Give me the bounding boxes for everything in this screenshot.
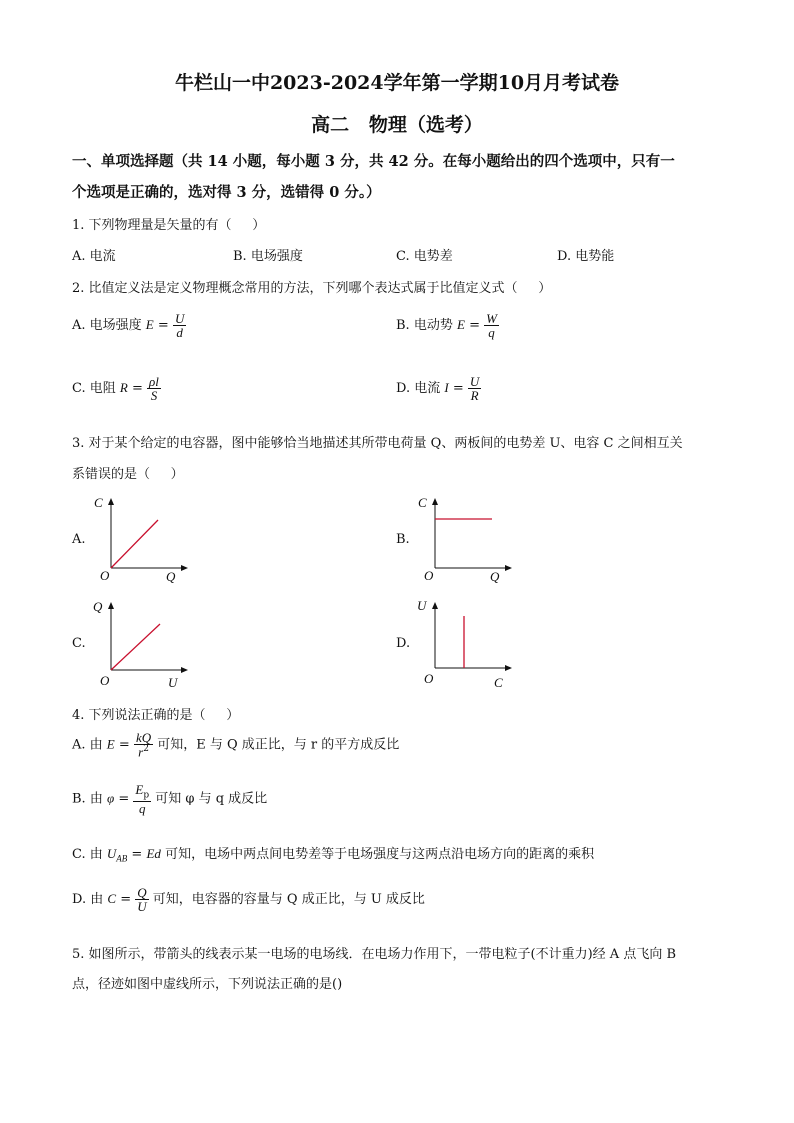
q3-graph-b bbox=[412, 488, 522, 588]
q1-option-d: D. 电势能 bbox=[557, 249, 615, 264]
q4-a-eq: = bbox=[118, 737, 130, 753]
q4-b-fraction bbox=[133, 783, 151, 815]
q4-d-text: 可知，电容器的容量与 Q 成正比，与 U 成反比 bbox=[152, 892, 425, 907]
q2-c-lhs: R bbox=[119, 380, 128, 395]
q3-graph-a-origin: O bbox=[100, 568, 110, 583]
q2-d-denominator: R bbox=[470, 388, 479, 403]
q4-b-prefix: B. 由 bbox=[72, 791, 103, 807]
q3-graph-a-x-arrow bbox=[181, 565, 188, 571]
q4-d-prefix: D. 由 bbox=[72, 892, 104, 907]
q2-a-label: A. 电场强度 bbox=[72, 318, 142, 333]
q2-c-eq: = bbox=[131, 381, 143, 396]
q2-c-numerator: ρl bbox=[149, 374, 159, 389]
q4-b-numerator bbox=[133, 783, 151, 802]
q2-d-eq: = bbox=[452, 381, 464, 396]
q3-graph-a-ylabel: C bbox=[94, 495, 103, 510]
section-heading-line1: 一、单项选择题（共 14 小题，每小题 3 分，共 42 分。在每小题给出的四个选项中，只有一 bbox=[72, 153, 675, 170]
q2-b-label: B. 电动势 bbox=[396, 318, 453, 333]
q4-stem: 4. 下列说法正确的是（ ） bbox=[72, 708, 240, 723]
q3-graph-a-xlabel: Q bbox=[166, 569, 176, 584]
q4-d-numerator: Q bbox=[137, 885, 147, 900]
q3-graph-c-x-arrow bbox=[181, 667, 188, 673]
q1-stem: 1. 下列物理量是矢量的有（ ） bbox=[72, 218, 266, 233]
q3-graph-b-xlabel: Q bbox=[490, 569, 500, 584]
q2-c-denominator: S bbox=[150, 388, 158, 403]
q2-a-eq: = bbox=[157, 318, 169, 333]
q5-stem-line2: 点，径迹如图中虚线所示，下列说法正确的是() bbox=[72, 977, 343, 992]
q3-graph-d-x-arrow bbox=[505, 665, 512, 671]
q3-graph-d-ylabel: U bbox=[417, 598, 427, 613]
q2-a-numerator: U bbox=[174, 311, 185, 326]
q3-graph-c-ylabel: Q bbox=[93, 599, 103, 614]
q4-b-num-sub: p bbox=[143, 790, 150, 801]
q2-d-numerator: U bbox=[469, 374, 480, 389]
q3-graph-d-y-arrow bbox=[432, 602, 438, 609]
q2-option-c bbox=[72, 375, 161, 402]
exam-subtitle: 高二 物理（选考） bbox=[311, 114, 483, 136]
q2-b-lhs: E bbox=[456, 317, 465, 332]
q3-graph-c-xlabel: U bbox=[168, 675, 178, 690]
q4-a-denominator bbox=[134, 745, 153, 759]
q4-a-numerator: kQ bbox=[135, 730, 152, 745]
q3-graph-c-origin: O bbox=[100, 673, 110, 688]
q3-graph-b-ylabel: C bbox=[418, 495, 427, 510]
q3-graph-b-x-arrow bbox=[505, 565, 512, 571]
q3-graph-c-label: C. bbox=[72, 636, 86, 651]
q3-stem-line2: 系错误的是（ ） bbox=[72, 467, 184, 482]
q2-d-label: D. 电流 bbox=[396, 381, 441, 396]
q4-a-den-base: r bbox=[138, 744, 144, 760]
section-heading-line2: 个选项是正确的，选对得 3 分，选错得 0 分。） bbox=[72, 184, 381, 201]
q4-d-fraction bbox=[135, 886, 148, 913]
q2-b-numerator: W bbox=[486, 311, 497, 326]
q3-graph-b-label: B. bbox=[396, 532, 410, 547]
q3-graph-a-y-arrow bbox=[108, 498, 114, 505]
q2-a-fraction bbox=[173, 312, 186, 339]
q4-option-c bbox=[72, 843, 594, 864]
q1-option-b: B. 电场强度 bbox=[233, 249, 303, 264]
q4-d-eq: = bbox=[120, 892, 132, 907]
q3-graph-d-label: D. bbox=[396, 636, 411, 651]
q2-a-lhs: E bbox=[145, 317, 154, 332]
q4-option-b bbox=[72, 783, 267, 815]
q4-a-lhs: E bbox=[106, 736, 115, 752]
q2-option-d bbox=[396, 375, 481, 402]
q2-b-denominator: q bbox=[488, 325, 495, 340]
q3-graph-a-line bbox=[111, 520, 158, 568]
q4-b-eq: = bbox=[118, 791, 130, 807]
q4-b-num-base: E bbox=[135, 782, 144, 797]
q2-d-fraction bbox=[468, 375, 481, 402]
q2-b-eq: = bbox=[469, 318, 480, 333]
q4-a-text: 可知，E 与 Q 成正比，与 r 的平方成反比 bbox=[157, 737, 400, 753]
q4-b-lhs: φ bbox=[106, 790, 115, 806]
q3-graph-a bbox=[88, 488, 198, 588]
q4-c-eq: = bbox=[131, 847, 143, 862]
q2-option-a bbox=[72, 312, 186, 339]
q2-option-b bbox=[396, 312, 499, 339]
q4-c-lhs-base: U bbox=[106, 846, 117, 861]
q2-d-lhs: I bbox=[444, 380, 449, 395]
q4-c-text: 可知，电场中两点间电势差等于电场强度与这两点沿电场方向的距离的乘积 bbox=[165, 847, 595, 862]
q3-graph-b-origin: O bbox=[424, 568, 434, 583]
q3-graph-d-origin: O bbox=[424, 671, 434, 686]
q4-c-prefix: C. 由 bbox=[72, 847, 103, 862]
q1-option-a: A. 电流 bbox=[72, 249, 116, 264]
exam-title: 牛栏山一中2023-2024学年第一学期10月月考试卷 bbox=[174, 72, 620, 94]
q4-a-prefix: A. 由 bbox=[72, 737, 103, 753]
q5-stem-line1: 5. 如图所示，带箭头的线表示某一电场的电场线．在电场力作用下，一带电粒子(不计重力)经 A 点飞向 B bbox=[72, 947, 677, 962]
q4-a-den-exp: 2 bbox=[143, 744, 149, 754]
q3-graph-c bbox=[88, 592, 198, 692]
q4-a-fraction bbox=[134, 731, 153, 759]
q3-graph-c-line bbox=[111, 624, 160, 670]
q3-graph-c-y-arrow bbox=[108, 602, 114, 609]
q4-c-rhs: Ed bbox=[146, 846, 161, 861]
q4-c-lhs bbox=[106, 846, 128, 864]
q4-d-denominator: U bbox=[137, 899, 147, 914]
q3-stem-line1: 3. 对于某个给定的电容器，图中能够恰当地描述其所带电荷量 Q、两板间的电势差 U、电容 C 之间相互关 bbox=[72, 436, 683, 451]
q2-stem: 2. 比值定义法是定义物理概念常用的方法，下列哪个表达式属于比值定义式（ ） bbox=[72, 281, 552, 296]
q2-b-fraction bbox=[484, 312, 499, 339]
q4-d-lhs: C bbox=[107, 891, 117, 906]
q4-c-lhs-sub: AB bbox=[116, 853, 128, 864]
q3-graph-d bbox=[412, 592, 522, 692]
q2-c-fraction bbox=[147, 375, 161, 402]
q1-option-c: C. 电势差 bbox=[396, 249, 453, 264]
q3-graph-d-xlabel: C bbox=[494, 675, 503, 690]
q4-option-d bbox=[72, 886, 425, 913]
q3-graph-a-label: A. bbox=[72, 532, 86, 547]
q4-b-denominator: q bbox=[138, 800, 146, 816]
q3-graph-b-y-arrow bbox=[432, 498, 438, 505]
q4-b-text: 可知 φ 与 q 成反比 bbox=[155, 791, 268, 807]
q2-a-denominator: d bbox=[176, 325, 183, 340]
q2-c-label: C. 电阻 bbox=[72, 381, 116, 396]
q4-option-a bbox=[72, 731, 399, 759]
